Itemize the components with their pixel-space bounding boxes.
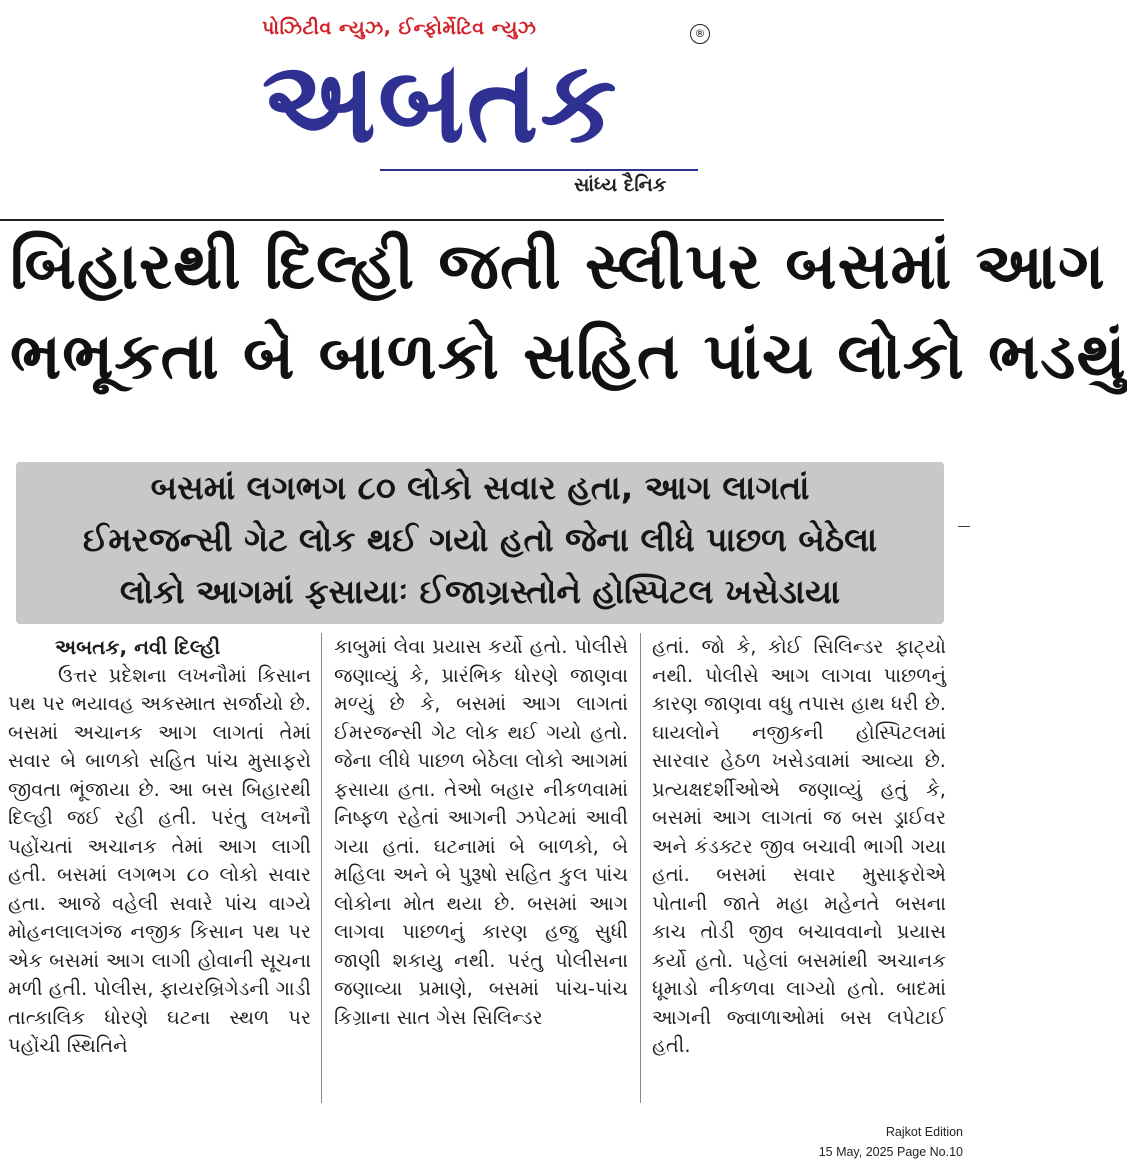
subheadline-line-1: બસમાં લગભગ ૮૦ લોકો સવાર હતા, આગ લાગતાં xyxy=(150,468,810,507)
header-divider xyxy=(0,219,944,221)
subheadline-line-3: લોકો આગમાં ફસાયાઃ ઈજાગ્રસ્તોને હોસ્પિટલ ખસેડાયા xyxy=(119,572,841,611)
masthead xyxy=(0,0,971,215)
column-divider xyxy=(321,633,322,1103)
dateline: અબતક, નવી દિલ્હી xyxy=(55,635,221,659)
edition-type-label: સાંધ્ય દૈનિક xyxy=(574,174,667,196)
tagline: પોઝિટીવ ન્યુઝ, ઈન્ફોર્મેટિવ ન્યુઝ xyxy=(262,17,537,39)
logo-underline xyxy=(380,169,698,171)
page-footer xyxy=(819,1122,963,1162)
article-column-1 xyxy=(8,633,311,1061)
article-column-2 xyxy=(334,633,628,1032)
registered-mark-icon: ® xyxy=(690,24,710,44)
side-tick-mark xyxy=(958,526,970,527)
article-headline xyxy=(10,222,1127,402)
edition-name: Rajkot Edition xyxy=(885,1125,963,1139)
newspaper-logo: અબતક xyxy=(262,36,619,169)
column-2-text: કાબુમાં લેવા પ્રયાસ કર્યો હતો. પોલીસે જણાવ્યું કે, પ્રારંભિક ધોરણે જાણવા મળ્યું છે કે, બસમાં આગ લાગતાં ઈમરજન્સી ગેટ લોક થઈ ગયો હતો. જેના લીધે પાછળ બેઠેલા લોકો આગમાં ફસાયા હતા. તેઓ બહાર નીકળવામાં નિષ્ફળ રહેતાં આગની ઝપેટમાં આવી ગયા હતાં. ઘટનામાં બે બાળકો, બે મહિલા અને બે પુરૂષો સહિત કુલ પાંચ લોકોના મોત થયા છે. બસમાં આગ લાગવા પાછળનું કારણ હજુ સુધી જાણી શકાયુ નથી. પરંતુ પોલીસના જણાવ્યા પ્રમાણે, બસમાં પાંચ-પાંચ કિગ્રાના સાત ગેસ સિલિન્ડર xyxy=(334,635,628,1029)
date-page-number: 15 May, 2025 Page No.10 xyxy=(818,1145,963,1159)
column-divider xyxy=(640,633,641,1103)
column-1-text: ઉત્તર પ્રદેશના લખનૌમાં કિસાન પથ પર ભયાવહ અકસ્માત સર્જાયો છે. બસમાં અચાનક આગ લાગતાં તેમાં સવાર બે બાળકો સહિત પાંચ મુસાફરો જીવતા ભૂંજાયા છે. આ બસ બિહારથી દિલ્હી જઈ રહી હતી. પરંતુ લખનૌ પહોંચતાં અચાનક તેમાં આગ લાગી હતી. બસમાં લગભગ ૮૦ લોકો સવાર હતા. આજે વહેલી સવારે પાંચ વાગ્યે મોહનલાલગંજ નજીક કિસાન પથ પર એક બસમાં આગ લાગી હોવાની સૂચના મળી હતી. પોલીસ, ફાયરબ્રિગેડની ગાડી તાત્કાલિક ધોરણે ઘટના સ્થળ પર પહોંચી સ્થિતિને xyxy=(8,663,311,1057)
subheadline-line-2: ઈમરજન્સી ગેટ લોક થઈ ગયો હતો જેના લીધે પાછળ બેઠેલા xyxy=(82,520,878,559)
article-subheadline-box xyxy=(16,462,944,624)
column-3-text: હતાં. જો કે, કોઈ સિલિન્ડર ફાટ્યો નથી. પોલીસે આગ લાગવા પાછળનું કારણ જાણવા વધુ તપાસ હાથ ધરી છે. ઘાયલોને નજીકની હોસ્પિટલમાં સારવાર હેઠળ ખસેડવામાં આવ્યા છે. પ્રત્યક્ષદર્શીઓએ જણાવ્યું હતું કે, બસમાં આગ લાગતાં જ બસ ડ્રાઈવર અને કંડક્ટર જીવ બચાવી ભાગી ગયા હતાં. બસમાં સવાર મુસાફરોએ પોતાની જાતે મહા મહેનતે બસના કાચ તોડી જીવ બચાવવાનો પ્રયાસ કર્યો હતો. પહેલાં બસમાંથી અચાનક ધૂમાડો નીકળવા લાગ્યો હતો. બાદમાં આગની જ્વાળાઓમાં બસ લપેટાઈ હતી. xyxy=(652,635,946,1057)
headline-line-2: ભભૂકતા બે બાળકો સહિત પાંચ લોકો ભડથું xyxy=(10,320,1127,394)
article-column-3 xyxy=(652,633,946,1061)
headline-line-1: બિહારથી દિલ્હી જતી સ્લીપર બસમાં આગ xyxy=(10,230,1106,304)
